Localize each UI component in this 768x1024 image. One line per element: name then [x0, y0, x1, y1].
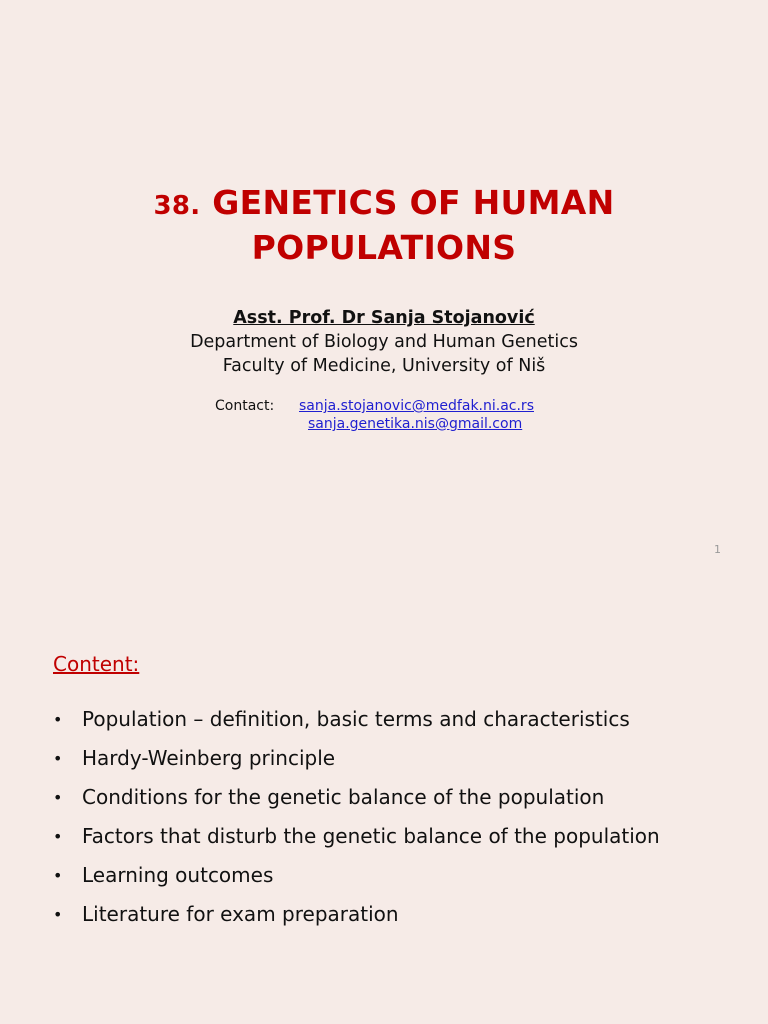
list-item: [53, 707, 733, 732]
bullet-icon: •: [53, 710, 63, 729]
content-heading: Content:: [53, 652, 140, 676]
list-item: [53, 746, 733, 771]
list-item: [53, 902, 733, 927]
title-line-1: GENETICS OF HUMAN: [212, 183, 615, 222]
department: Department of Biology and Human Genetics: [190, 332, 578, 352]
contact-label: Contact:: [215, 398, 275, 414]
email-link-2[interactable]: sanja.genetika.nis@gmail.com: [308, 416, 523, 432]
list-item-label: Conditions for the genetic balance of the population: [82, 785, 605, 809]
title-line-2: POPULATIONS: [251, 228, 517, 267]
content-list: [53, 707, 733, 941]
list-item-label: Factors that disturb the genetic balance of the population: [82, 824, 660, 848]
title-number: 38.: [153, 191, 201, 221]
list-item-label: Literature for exam preparation: [82, 902, 399, 926]
page-number: 1: [714, 543, 721, 556]
content-slide: [0, 576, 768, 1024]
list-item: [53, 785, 733, 810]
contact-block: [215, 397, 534, 433]
author-block: [0, 306, 768, 378]
list-item: [53, 824, 733, 849]
faculty: Faculty of Medicine, University of Niš: [222, 356, 546, 376]
list-item-label: Population – definition, basic terms and characteristics: [82, 707, 630, 731]
email-link-1[interactable]: sanja.stojanovic@medfak.ni.ac.rs: [299, 398, 534, 414]
bullet-icon: •: [53, 866, 63, 885]
list-item: [53, 863, 733, 888]
bullet-icon: •: [53, 827, 63, 846]
bullet-icon: •: [53, 788, 63, 807]
bullet-icon: •: [53, 749, 63, 768]
bullet-icon: •: [53, 905, 63, 924]
author-name: Asst. Prof. Dr Sanja Stojanović: [233, 308, 535, 328]
slide-title: [0, 182, 768, 269]
list-item-label: Learning outcomes: [82, 863, 274, 887]
list-item-label: Hardy-Weinberg principle: [82, 746, 336, 770]
